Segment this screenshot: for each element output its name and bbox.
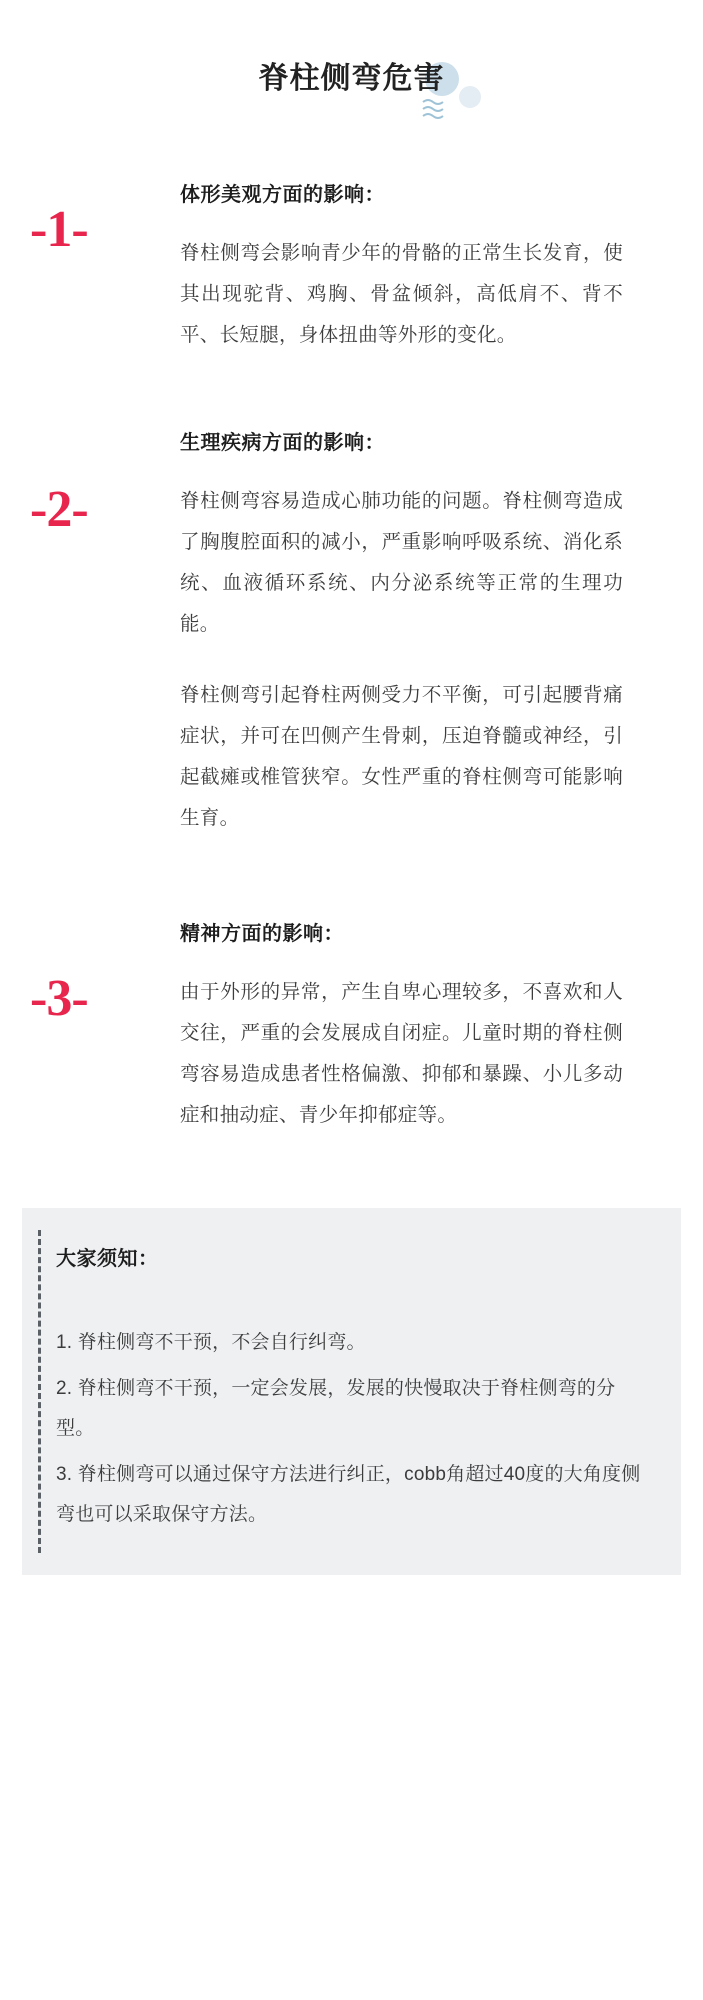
section-paragraph: 脊柱侧弯容易造成心肺功能的问题。脊柱侧弯造成了胸腹腔面积的减小，严重影响呼吸系统、消化系统、血液循环系统、内分泌系统等正常的生理功能。 <box>180 490 623 635</box>
content-section <box>0 178 703 356</box>
section-number: -3- <box>30 970 88 1027</box>
section-body <box>180 917 623 1136</box>
header-inner <box>245 0 459 150</box>
notice-box <box>22 1208 681 1575</box>
section-number: -1- <box>30 201 88 258</box>
section-heading: 体形美观方面的影响： <box>180 184 385 206</box>
wave-lines-icon <box>421 98 461 120</box>
section-heading: 精神方面的影响： <box>180 923 344 945</box>
section-number: -2- <box>30 481 88 538</box>
notice-list-item: 1. 脊柱侧弯不干预，不会自行纠弯。 <box>56 1332 366 1353</box>
section-paragraph: 由于外形的异常，产生自卑心理较多，不喜欢和人交往，严重的会发展成自闭症。儿童时期的脊柱侧弯容易造成患者性格偏激、抑郁和暴躁、小儿多动症和抽动症、青少年抑郁症等。 <box>180 981 623 1126</box>
section-paragraph: 脊柱侧弯引起脊柱两侧受力不平衡，可引起腰背痛症状，并可在凹侧产生骨刺，压迫脊髓或神经，引起截瘫或椎管狭窄。女性严重的脊柱侧弯可能影响生育。 <box>180 684 623 829</box>
article-header <box>0 0 703 150</box>
notice-list-item: 2. 脊柱侧弯不干预，一定会发展，发展的快慢取决于脊柱侧弯的分型。 <box>56 1378 616 1439</box>
page-title: 脊柱侧弯危害 <box>258 62 445 95</box>
content-section <box>0 426 703 839</box>
section-body <box>180 178 623 356</box>
section-body <box>180 426 623 839</box>
notice-title: 大家须知： <box>56 1248 159 1270</box>
notice-list-item: 3. 脊柱侧弯可以通过保守方法进行纠正，cobb角超过40度的大角度侧弯也可以采取保守方法。 <box>56 1464 641 1525</box>
decorative-circle-icon <box>459 86 481 108</box>
section-heading: 生理疾病方面的影响： <box>180 432 385 454</box>
content-section <box>0 917 703 1136</box>
section-paragraph: 脊柱侧弯会影响青少年的骨骼的正常生长发育，使其出现驼背、鸡胸、骨盆倾斜，高低肩不、背不平、长短腿，身体扭曲等外形的变化。 <box>180 242 623 346</box>
